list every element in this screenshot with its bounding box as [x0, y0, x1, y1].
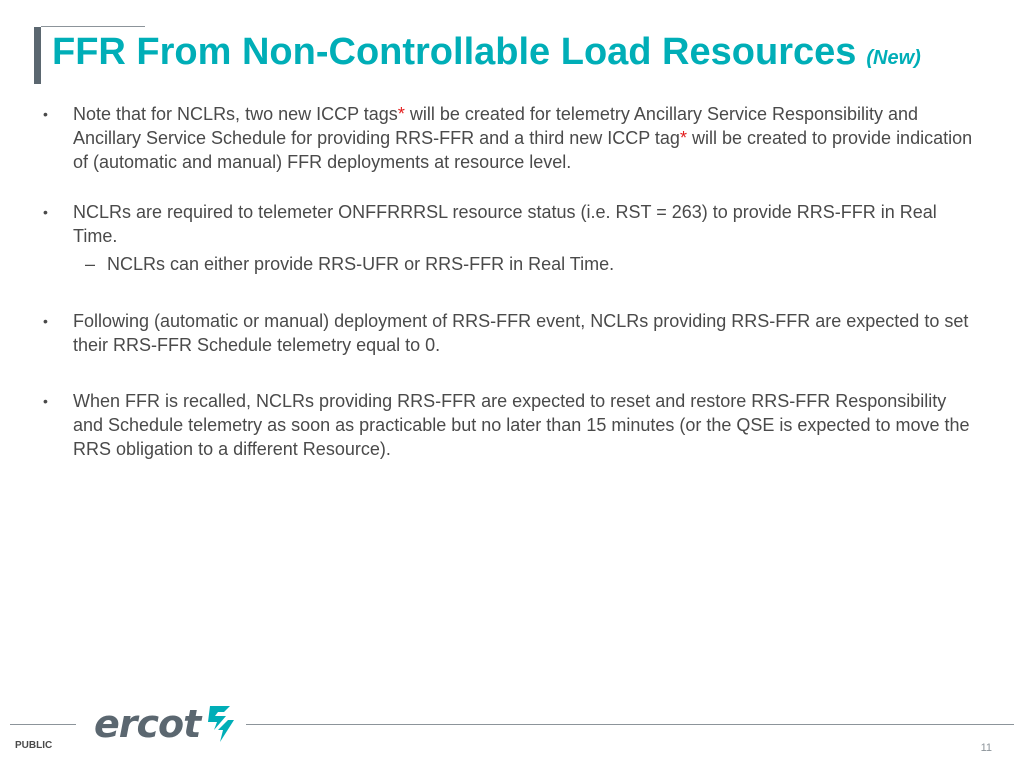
- bullet-item-1: [39, 102, 979, 174]
- classification-label: PUBLIC: [15, 740, 53, 751]
- bullet-1-text-part-3: will be created to provide indication of (automatic and manual) FFR deployments at resource level.: [73, 128, 973, 172]
- bullet-1-text-part-1: Note that for NCLRs, two new ICCP tags: [73, 104, 398, 124]
- bullet-1-text-part-2: will be created for telemetry Ancillary Service Responsibility and Ancillary Service Schedule for providing RRS-FFR and a third new ICCP tag: [73, 104, 919, 148]
- bullet-marker: •: [43, 204, 48, 220]
- logo-wordmark: ercot: [94, 702, 201, 746]
- title-accent-line: [41, 26, 145, 27]
- page-number: 11: [980, 742, 992, 754]
- title-accent-bar: [34, 27, 41, 84]
- slide-content: [39, 102, 979, 461]
- ercot-texas-bolt-icon: [204, 702, 236, 746]
- bullet-2-text: NCLRs are required to telemeter ONFFRRRSL resource status (i.e. RST = 263) to provide RRS-FFR in Real Time.: [73, 202, 937, 246]
- bullet-item-3: [39, 309, 979, 357]
- ercot-logo: [94, 700, 236, 748]
- footer-rule-left: [10, 724, 76, 725]
- bullet-marker: •: [43, 106, 48, 122]
- footer-rule-right: [246, 724, 1014, 725]
- slide-title: [52, 33, 921, 71]
- asterisk-marker: *: [679, 128, 687, 148]
- bullet-marker: •: [43, 393, 48, 409]
- bullet-3-text: Following (automatic or manual) deployment of RRS-FFR event, NCLRs providing RRS-FFR are expected to set their RRS-FFR Schedule telemetry equal to 0.: [73, 311, 969, 355]
- sub-bullet-text: NCLRs can either provide RRS-UFR or RRS-FFR in Real Time.: [107, 254, 615, 274]
- dash-marker: –: [85, 254, 96, 274]
- bullet-4-text: When FFR is recalled, NCLRs providing RRS-FFR are expected to reset and restore RRS-FFR Responsibility and Schedule telemetry as soon as practicable but no later than 15 minutes (or the QSE is expected to move the RRS obligation to a different Resource).: [73, 391, 970, 459]
- asterisk-marker: *: [397, 104, 405, 124]
- slide-title-text: FFR From Non-Controllable Load Resources: [52, 31, 857, 73]
- bullet-item-2: [39, 200, 979, 248]
- bullet-marker: •: [43, 313, 48, 329]
- sub-bullet-item: [39, 252, 979, 276]
- bullet-item-4: [39, 389, 979, 461]
- slide-title-new-tag: (New): [866, 47, 921, 69]
